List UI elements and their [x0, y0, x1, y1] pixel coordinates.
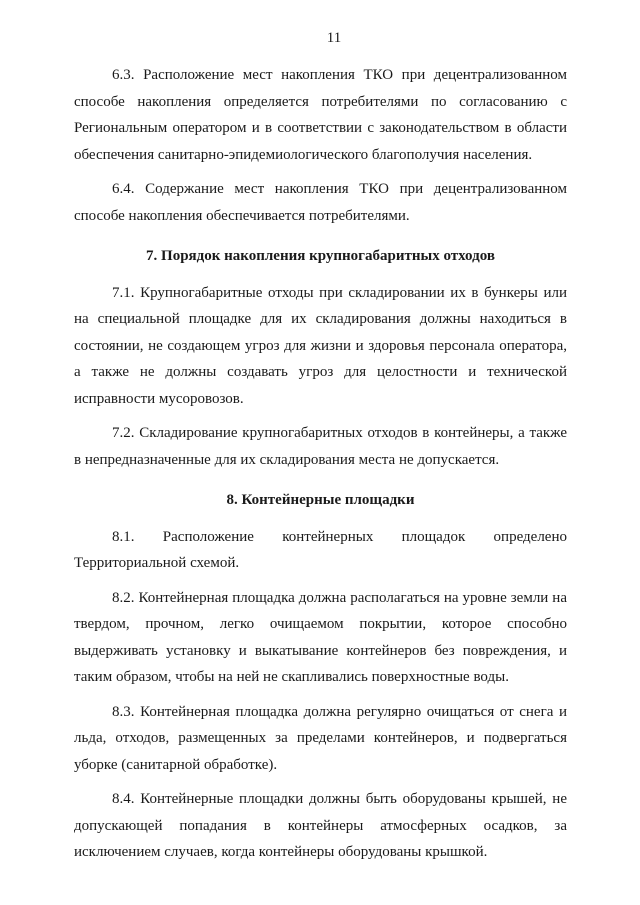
section-8-heading: 8. Контейнерные площадки: [226, 492, 415, 508]
paragraph-8-2: 8.2. Контейнерная площадка должна располагаться на уровне земли на твердом, прочном, легко очищаемом покрытии, которое способно выдерживать установку и выкатывание контейнеров без повреждения, и таким образом, чтобы на ней не скапливались поверхностные воды.: [74, 589, 567, 685]
paragraph-8-3: 8.3. Контейнерная площадка должна регулярно очищаться от снега и льда, отходов, размещенных за пределами контейнеров, и подвергаться уборке (санитарной обработке).: [74, 703, 567, 773]
paragraph-8-1: 8.1. Расположение контейнерных площадок определено Территориальной схемой.: [74, 528, 567, 571]
paragraph-7-1: 7.1. Крупногабаритные отходы при складировании их в бункеры или на специальной площадке для их складирования должны находиться в состоянии, не создающем угроз для жизни и здоровья персонала оператора, а также не должны создавать угроз для целостности и технической исправности мусоровозов.: [74, 284, 567, 407]
paragraph-6-4: 6.4. Содержание мест накопления ТКО при децентрализованном способе накопления обеспечивается потребителями.: [74, 181, 567, 224]
paragraph-6-3: 6.3. Расположение мест накопления ТКО при децентрализованном способе накопления определяется потребителями по согласованию с Региональным оператором и в соответствии с законодательством в области обеспечения санитарно-эпидемиологического благополучия населения.: [74, 67, 567, 163]
section-7-heading: 7. Порядок накопления крупногабаритных отходов: [146, 248, 495, 264]
document-body: [74, 62, 567, 874]
paragraph-8-4: 8.4. Контейнерные площадки должны быть оборудованы крышей, не допускающей попадания в контейнеры атмосферных осадков, за исключением случаев, когда контейнеры оборудованы крышкой.: [74, 791, 567, 860]
page-number: 11: [326, 30, 342, 46]
paragraph-7-2: 7.2. Складирование крупногабаритных отходов в контейнеры, а также в непредназначенные для их складирования места не допускается.: [74, 425, 567, 468]
